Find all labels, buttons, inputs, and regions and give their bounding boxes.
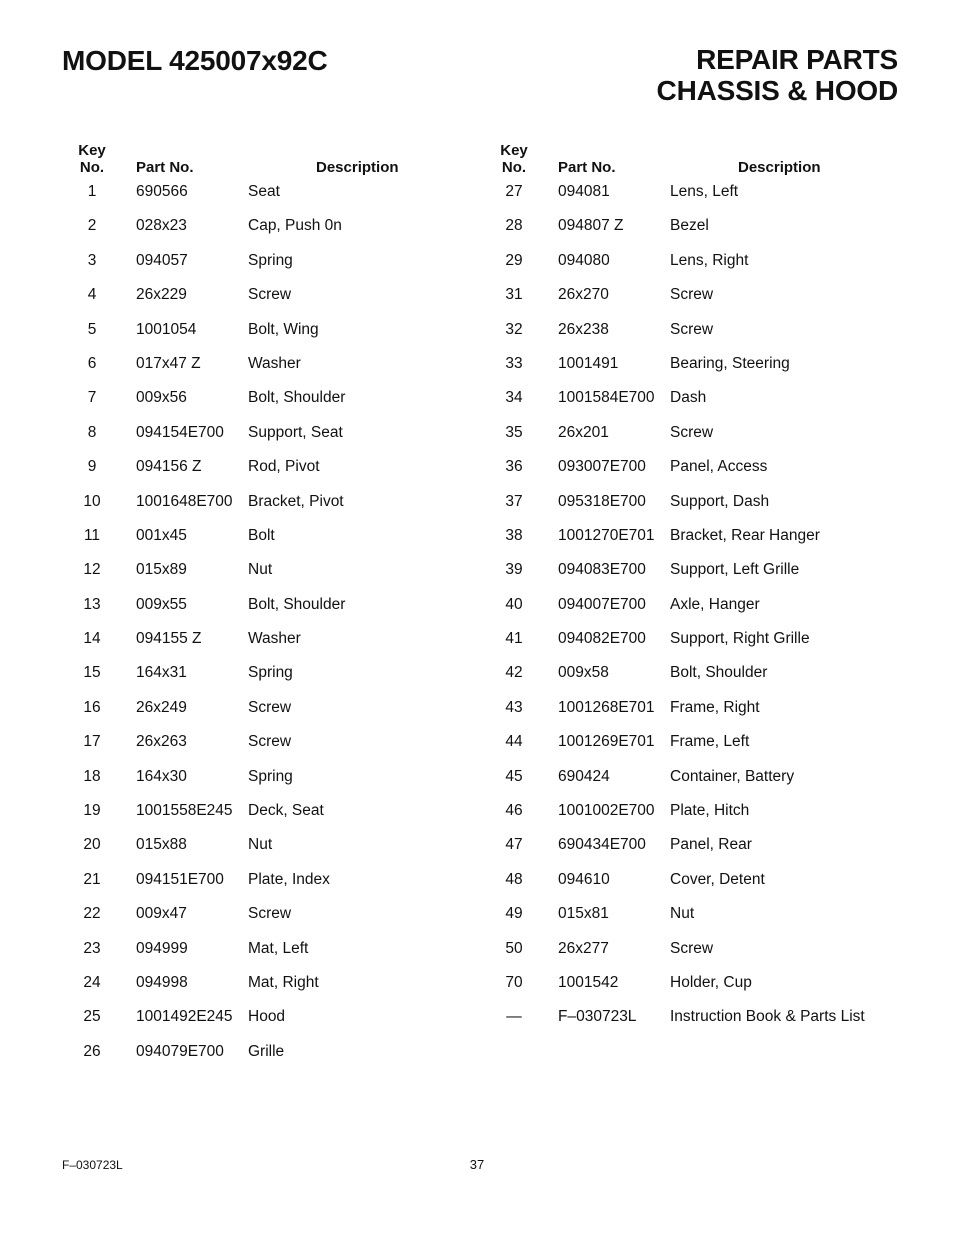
- table-row: [484, 833, 904, 867]
- description-cell: Washer: [248, 354, 301, 372]
- table-row: [484, 490, 904, 524]
- part-no-cell: F–030723L: [558, 1008, 637, 1026]
- key-no-cell: 26: [83, 1042, 101, 1060]
- key-no-cell: 31: [505, 286, 523, 304]
- key-no-cell: 40: [505, 595, 523, 613]
- description-cell: Nut: [248, 561, 273, 579]
- key-no-cell: 2: [87, 217, 97, 235]
- table-row: [484, 421, 904, 455]
- table-row: [62, 799, 482, 833]
- table-row: [484, 902, 904, 936]
- part-no-cell: 26x238: [558, 320, 609, 338]
- key-no-cell: 5: [87, 320, 97, 338]
- table-row: [62, 249, 482, 283]
- description-cell: Lens, Left: [670, 183, 739, 200]
- section-title: [657, 44, 898, 106]
- part-no-cell: 094083E700: [558, 561, 646, 579]
- part-no-cell: 1001054: [136, 320, 197, 338]
- key-header-line1: Key: [500, 142, 528, 159]
- key-no-cell: 22: [83, 905, 101, 923]
- part-no-cell: 1001648E700: [136, 492, 233, 510]
- part-no-cell: 690566: [136, 183, 188, 200]
- key-no-cell: 16: [83, 698, 101, 716]
- part-no-cell: 094079E700: [136, 1042, 224, 1060]
- key-no-cell: 23: [83, 939, 101, 957]
- part-no-cell: 26x249: [136, 698, 187, 716]
- description-cell: Nut: [670, 905, 695, 923]
- key-no-cell: 34: [505, 389, 523, 407]
- part-no-cell: 26x229: [136, 286, 187, 304]
- part-no-cell: 1001268E701: [558, 698, 655, 716]
- description-cell: Bolt, Shoulder: [248, 389, 346, 407]
- description-cell: Support, Right Grille: [670, 630, 810, 648]
- description-cell: Axle, Hanger: [670, 595, 760, 613]
- key-no-cell: 19: [83, 802, 101, 820]
- key-no-cell: 36: [505, 458, 523, 476]
- description-cell: Grille: [248, 1042, 285, 1060]
- description-cell: Washer: [248, 630, 301, 648]
- table-row: [62, 661, 482, 695]
- part-no-cell: 094998: [136, 973, 188, 991]
- parts-table-left: [62, 142, 482, 1074]
- key-no-cell: 32: [505, 320, 523, 338]
- description-header: Description: [738, 159, 821, 176]
- table-row: [484, 868, 904, 902]
- part-no-cell: 009x58: [558, 664, 609, 682]
- key-no-cell: 13: [83, 595, 101, 613]
- table-row: [62, 352, 482, 386]
- table-row: [484, 318, 904, 352]
- table-row: [484, 455, 904, 489]
- part-no-cell: 094082E700: [558, 630, 646, 648]
- table-row: [62, 318, 482, 352]
- table-row: [484, 696, 904, 730]
- description-cell: Screw: [670, 286, 714, 304]
- part-no-cell: 094610: [558, 870, 610, 888]
- key-header-line2: No.: [79, 159, 105, 176]
- key-no-cell: 28: [505, 217, 523, 235]
- table-row: [62, 627, 482, 661]
- table-row: [484, 249, 904, 283]
- description-cell: Bolt, Shoulder: [670, 664, 768, 682]
- key-no-cell: 49: [505, 905, 523, 923]
- key-no-cell: 46: [505, 802, 523, 820]
- description-cell: Nut: [248, 836, 273, 854]
- key-header-line1: Key: [78, 142, 106, 159]
- table-row: [62, 971, 482, 1005]
- part-no-cell: 017x47 Z: [136, 354, 201, 372]
- table-row: [484, 524, 904, 558]
- description-cell: Bearing, Steering: [670, 354, 790, 372]
- description-cell: Dash: [670, 389, 707, 407]
- description-cell: Screw: [670, 320, 714, 338]
- doc-code: F–030723L: [62, 1158, 123, 1172]
- description-cell: Support, Left Grille: [670, 561, 800, 579]
- key-no-cell: 12: [83, 561, 101, 579]
- table-header: [484, 142, 904, 180]
- description-cell: Spring: [248, 251, 293, 269]
- part-no-cell: 094999: [136, 939, 188, 957]
- key-no-cell: 35: [505, 423, 523, 441]
- description-cell: Frame, Left: [670, 733, 750, 751]
- description-cell: Bolt, Shoulder: [248, 595, 346, 613]
- table-row: [62, 180, 482, 214]
- part-no-cell: 009x56: [136, 389, 187, 407]
- table-row: [484, 971, 904, 1005]
- description-cell: Plate, Index: [248, 870, 330, 888]
- part-no-cell: 093007E700: [558, 458, 646, 476]
- part-no-cell: 094156 Z: [136, 458, 202, 476]
- table-row: [62, 386, 482, 420]
- description-header: Description: [316, 159, 399, 176]
- key-no-cell: 38: [505, 526, 523, 544]
- description-cell: Screw: [670, 939, 714, 957]
- table-row: [62, 593, 482, 627]
- description-cell: Screw: [248, 733, 292, 751]
- table-row: [484, 352, 904, 386]
- section-title-line1: REPAIR PARTS: [696, 44, 898, 75]
- description-cell: Panel, Access: [670, 458, 768, 476]
- description-cell: Bolt: [248, 526, 275, 544]
- part-no-cell: 690424: [558, 767, 610, 785]
- key-no-cell: 6: [87, 354, 97, 372]
- part-no-cell: 015x81: [558, 905, 609, 923]
- key-no-cell: 8: [87, 423, 97, 441]
- part-no-cell: 095318E700: [558, 492, 646, 510]
- part-no-cell: 1001270E701: [558, 526, 655, 544]
- description-cell: Screw: [670, 423, 714, 441]
- key-no-cell: 14: [83, 630, 101, 648]
- key-no-cell: 41: [505, 630, 523, 648]
- description-cell: Spring: [248, 664, 293, 682]
- table-row: [62, 902, 482, 936]
- part-no-header: Part No.: [136, 159, 194, 176]
- description-cell: Screw: [248, 905, 292, 923]
- part-no-cell: 094151E700: [136, 870, 224, 888]
- key-no-cell: 50: [505, 939, 523, 957]
- table-row: [62, 696, 482, 730]
- table-body: [484, 180, 904, 1040]
- description-cell: Cover, Detent: [670, 870, 765, 888]
- table-row: [62, 937, 482, 971]
- part-no-cell: 1001492E245: [136, 1008, 233, 1026]
- key-no-cell: 48: [505, 870, 523, 888]
- key-header-line2: No.: [501, 159, 527, 176]
- key-no-cell: 11: [83, 526, 101, 544]
- table-row: [484, 593, 904, 627]
- table-row: [484, 627, 904, 661]
- part-no-cell: 1001491: [558, 354, 619, 372]
- key-no-header: [62, 142, 122, 176]
- key-no-cell: 27: [505, 183, 523, 200]
- description-cell: Container, Battery: [670, 767, 795, 785]
- table-row: [484, 558, 904, 592]
- part-no-header: Part No.: [558, 159, 616, 176]
- table-row: [62, 455, 482, 489]
- part-no-cell: 1001558E245: [136, 802, 233, 820]
- key-no-cell: 17: [83, 733, 101, 751]
- description-cell: Deck, Seat: [248, 802, 324, 820]
- section-title-line2: CHASSIS & HOOD: [656, 75, 898, 106]
- description-cell: Frame, Right: [670, 698, 760, 716]
- part-no-cell: 164x30: [136, 767, 187, 785]
- description-cell: Plate, Hitch: [670, 802, 750, 820]
- key-no-cell: 10: [83, 492, 101, 510]
- table-row: [484, 937, 904, 971]
- model-title: MODEL 425007x92C: [62, 45, 328, 76]
- table-body: [62, 180, 482, 1074]
- description-cell: Hood: [248, 1008, 286, 1026]
- description-cell: Holder, Cup: [670, 973, 752, 991]
- part-no-cell: 001x45: [136, 526, 187, 544]
- description-cell: Mat, Right: [248, 973, 319, 991]
- part-no-cell: 26x263: [136, 733, 187, 751]
- description-cell: Screw: [248, 286, 292, 304]
- table-row: [484, 386, 904, 420]
- table-row: [484, 214, 904, 248]
- description-cell: Bracket, Pivot: [248, 492, 344, 510]
- part-no-cell: 26x277: [558, 939, 609, 957]
- part-no-cell: 094080: [558, 251, 610, 269]
- table-row: [484, 730, 904, 764]
- table-row: [62, 1040, 482, 1074]
- part-no-cell: 1001584E700: [558, 389, 655, 407]
- description-cell: Support, Seat: [248, 423, 343, 441]
- key-no-cell: 24: [83, 973, 101, 991]
- key-no-cell: 44: [505, 733, 523, 751]
- table-row: [62, 490, 482, 524]
- table-row: [484, 1005, 904, 1039]
- table-row: [62, 524, 482, 558]
- key-no-cell: 4: [87, 286, 97, 304]
- key-no-cell: 42: [505, 664, 523, 682]
- description-cell: Bezel: [670, 217, 709, 235]
- part-no-cell: 690434E700: [558, 836, 646, 854]
- key-no-cell: 25: [83, 1008, 101, 1026]
- description-cell: Cap, Push 0n: [248, 217, 342, 235]
- key-no-cell: 15: [83, 664, 101, 682]
- part-no-cell: 1001542: [558, 973, 619, 991]
- table-row: [62, 1005, 482, 1039]
- key-no-header: [484, 142, 544, 176]
- description-cell: Rod, Pivot: [248, 458, 320, 476]
- description-cell: Spring: [248, 767, 293, 785]
- table-row: [62, 868, 482, 902]
- table-row: [62, 833, 482, 867]
- part-no-cell: 094057: [136, 251, 188, 269]
- key-no-cell: 39: [505, 561, 523, 579]
- table-row: [62, 730, 482, 764]
- description-cell: Support, Dash: [670, 492, 770, 510]
- description-cell: Bracket, Rear Hanger: [670, 526, 820, 544]
- key-no-cell: 33: [505, 354, 523, 372]
- part-no-cell: 015x88: [136, 836, 187, 854]
- table-row: [62, 283, 482, 317]
- key-no-cell: 70: [505, 973, 523, 991]
- description-cell: Mat, Left: [248, 939, 309, 957]
- key-no-cell: —: [506, 1008, 522, 1026]
- description-cell: Lens, Right: [670, 251, 749, 269]
- part-no-cell: 015x89: [136, 561, 187, 579]
- part-no-cell: 009x47: [136, 905, 187, 923]
- part-no-cell: 094807 Z: [558, 217, 624, 235]
- part-no-cell: 1001002E700: [558, 802, 655, 820]
- part-no-cell: 009x55: [136, 595, 187, 613]
- part-no-cell: 094154E700: [136, 423, 224, 441]
- part-no-cell: 094081: [558, 183, 610, 200]
- description-cell: Panel, Rear: [670, 836, 752, 854]
- key-no-cell: 45: [505, 767, 523, 785]
- key-no-cell: 21: [83, 870, 101, 888]
- description-cell: Bolt, Wing: [248, 320, 319, 338]
- description-cell: Instruction Book & Parts List: [670, 1008, 865, 1026]
- key-no-cell: 47: [505, 836, 523, 854]
- part-no-cell: 1001269E701: [558, 733, 655, 751]
- part-no-cell: 26x201: [558, 423, 609, 441]
- key-no-cell: 7: [87, 389, 97, 407]
- description-cell: Screw: [248, 698, 292, 716]
- part-no-cell: 26x270: [558, 286, 609, 304]
- table-row: [62, 421, 482, 455]
- key-no-cell: 9: [87, 458, 97, 476]
- table-row: [62, 214, 482, 248]
- description-cell: Seat: [248, 183, 280, 200]
- table-row: [484, 661, 904, 695]
- table-row: [484, 180, 904, 214]
- part-no-cell: 094155 Z: [136, 630, 202, 648]
- key-no-cell: 3: [87, 251, 97, 269]
- table-row: [62, 765, 482, 799]
- part-no-cell: 164x31: [136, 664, 187, 682]
- table-row: [62, 558, 482, 592]
- table-row: [484, 799, 904, 833]
- part-no-cell: 094007E700: [558, 595, 646, 613]
- table-row: [484, 765, 904, 799]
- key-no-cell: 1: [87, 183, 97, 200]
- part-no-cell: 028x23: [136, 217, 187, 235]
- key-no-cell: 29: [505, 251, 523, 269]
- page-number: 37: [469, 1157, 485, 1172]
- parts-table-right: [484, 142, 904, 1040]
- key-no-cell: 18: [83, 767, 101, 785]
- key-no-cell: 43: [505, 698, 523, 716]
- table-row: [484, 283, 904, 317]
- key-no-cell: 37: [505, 492, 523, 510]
- key-no-cell: 20: [83, 836, 101, 854]
- table-header: [62, 142, 482, 180]
